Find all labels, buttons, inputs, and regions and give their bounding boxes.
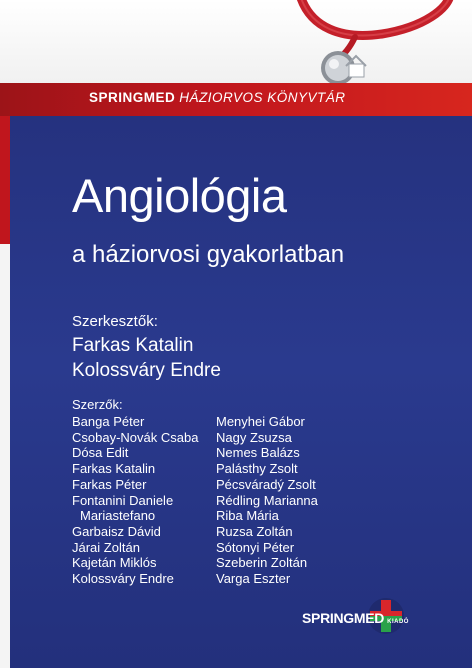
cover-top-area (0, 0, 472, 92)
red-side-bar (0, 116, 10, 244)
author-name: Rédling Marianna (216, 492, 318, 508)
author-name: Járai Zoltán (72, 539, 140, 555)
author-name: Mariastefano (80, 508, 156, 524)
publisher-logo (302, 596, 442, 636)
author-name: Menyhei Gábor (216, 414, 305, 429)
author-name: Sótonyi Péter (216, 539, 295, 555)
author-name: Pécsváradý Zsolt (216, 476, 316, 492)
editors-list (72, 333, 221, 383)
publisher-part2: MED (353, 610, 385, 626)
author-name: Farkas Katalin (72, 461, 156, 477)
book-subtitle: a háziorvosi gyakorlatban (72, 241, 345, 268)
series-brand: SPRINGMED (89, 90, 176, 105)
author-name: Riba Mária (216, 508, 279, 524)
author-name: Szeberin Zoltán (216, 555, 308, 571)
authors-column-2 (216, 414, 318, 587)
author-name: Banga Péter (72, 414, 145, 429)
editors-label: Szerkesztők: (72, 313, 158, 330)
author-name: Ruzsa Zoltán (216, 523, 293, 539)
author-name: Kajetán Miklós (72, 555, 157, 571)
author-name: Farkas Péter (72, 476, 147, 492)
authors-label: Szerzők: (72, 397, 123, 412)
publisher-part3: KIADÓ (387, 619, 409, 625)
publisher-part1: SPRING (302, 610, 354, 626)
editor-name: Farkas Katalin (72, 335, 194, 356)
author-name: Palásthy Zsolt (216, 461, 298, 477)
author-name: Garbaisz Dávid (72, 523, 161, 539)
stethoscope-icon (0, 0, 472, 92)
publisher-name (302, 610, 409, 626)
author-name: Varga Eszter (216, 571, 291, 587)
authors-column-1 (72, 414, 198, 587)
series-name: HÁZIORVOS KÖNYVTÁR (179, 90, 346, 105)
series-title (89, 90, 346, 105)
editor-name: Kolossváry Endre (72, 360, 221, 381)
author-name: Dósa Edit (72, 445, 129, 461)
author-name: Nemes Balázs (216, 445, 300, 461)
author-name: Nagy Zsuzsa (216, 429, 292, 445)
author-name: Kolossváry Endre (72, 571, 174, 587)
book-title: Angiológia (72, 169, 287, 222)
author-name: Csobay-Novák Csaba (72, 429, 199, 445)
author-name: Fontanini Daniele (72, 492, 174, 508)
